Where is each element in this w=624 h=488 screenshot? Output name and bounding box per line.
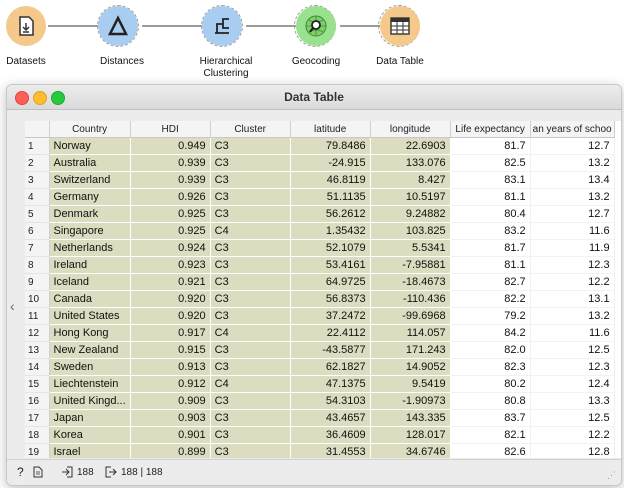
node-label-distances: Distances bbox=[100, 56, 144, 67]
row-number[interactable]: 7 bbox=[25, 240, 49, 257]
latitude-cell[interactable]: 52.1079 bbox=[290, 240, 370, 257]
longitude-cell[interactable]: 8.427 bbox=[370, 172, 450, 189]
input-data-icon bbox=[61, 466, 73, 478]
cluster-cell[interactable]: C3 bbox=[210, 359, 290, 376]
table-row[interactable] bbox=[25, 308, 614, 325]
window-title: Data Table bbox=[284, 90, 344, 104]
mean-years-cell[interactable]: 12.4 bbox=[530, 376, 614, 393]
cluster-cell[interactable]: C3 bbox=[210, 291, 290, 308]
latitude-cell[interactable]: 36.4609 bbox=[290, 427, 370, 444]
latitude-cell[interactable]: 54.3103 bbox=[290, 393, 370, 410]
cluster-cell[interactable]: C3 bbox=[210, 274, 290, 291]
node-label-data-table: Data Table bbox=[376, 56, 424, 67]
latitude-cell[interactable]: 37.2472 bbox=[290, 308, 370, 325]
node-hierarchical-clustering[interactable] bbox=[202, 6, 242, 46]
latitude-cell[interactable]: 64.9725 bbox=[290, 274, 370, 291]
control-area-collapsed bbox=[7, 110, 25, 458]
mean-years-cell[interactable]: 13.1 bbox=[530, 291, 614, 308]
mean-years-cell[interactable]: 12.5 bbox=[530, 342, 614, 359]
row-number[interactable]: 19 bbox=[25, 444, 49, 459]
table-row[interactable] bbox=[25, 240, 614, 257]
table-row[interactable] bbox=[25, 189, 614, 206]
row-number[interactable]: 2 bbox=[25, 155, 49, 172]
latitude-cell[interactable]: 22.4112 bbox=[290, 325, 370, 342]
datasets-icon bbox=[16, 15, 36, 37]
row-number[interactable]: 15 bbox=[25, 376, 49, 393]
mean-years-cell[interactable]: 13.4 bbox=[530, 172, 614, 189]
country-cell[interactable]: Norway bbox=[49, 138, 130, 155]
life-expectancy-cell[interactable]: 81.7 bbox=[450, 138, 530, 155]
life-expectancy-cell[interactable]: 82.7 bbox=[450, 274, 530, 291]
node-label-geocoding: Geocoding bbox=[291, 56, 341, 67]
table-row[interactable] bbox=[25, 342, 614, 359]
life-expectancy-cell[interactable]: 79.2 bbox=[450, 308, 530, 325]
input-count: 188 bbox=[77, 467, 94, 478]
hdi-cell[interactable]: 0.923 bbox=[130, 257, 210, 274]
mean-years-cell[interactable]: 12.7 bbox=[530, 206, 614, 223]
hdi-cell[interactable]: 0.939 bbox=[130, 155, 210, 172]
corner-header[interactable] bbox=[25, 121, 49, 138]
life-expectancy-cell[interactable]: 82.5 bbox=[450, 155, 530, 172]
cluster-cell[interactable]: C3 bbox=[210, 427, 290, 444]
cluster-cell[interactable]: C3 bbox=[210, 155, 290, 172]
cluster-cell[interactable]: C3 bbox=[210, 206, 290, 223]
longitude-cell[interactable]: 5.5341 bbox=[370, 240, 450, 257]
mean-years-cell[interactable]: 12.7 bbox=[530, 138, 614, 155]
node-distances[interactable] bbox=[98, 6, 138, 46]
node-geocoding[interactable] bbox=[296, 6, 336, 46]
mean-years-cell[interactable]: 12.5 bbox=[530, 410, 614, 427]
row-number[interactable]: 5 bbox=[25, 206, 49, 223]
country-cell[interactable]: Iceland bbox=[49, 274, 130, 291]
node-label-hierarchical-clustering-text: Hierarchical Clustering bbox=[199, 56, 253, 79]
table-row[interactable] bbox=[25, 155, 614, 172]
longitude-cell[interactable]: 10.5197 bbox=[370, 189, 450, 206]
expand-controls-icon[interactable]: ‹ bbox=[10, 298, 15, 314]
country-cell[interactable]: Singapore bbox=[49, 223, 130, 240]
life-expectancy-cell[interactable]: 82.0 bbox=[450, 342, 530, 359]
life-expectancy-cell[interactable]: 80.8 bbox=[450, 393, 530, 410]
cluster-cell[interactable]: C3 bbox=[210, 189, 290, 206]
row-number[interactable]: 12 bbox=[25, 325, 49, 342]
latitude-cell[interactable]: -43.5877 bbox=[290, 342, 370, 359]
table-row[interactable] bbox=[25, 393, 614, 410]
cluster-cell[interactable]: C3 bbox=[210, 257, 290, 274]
table-row[interactable] bbox=[25, 172, 614, 189]
column-header-latitude[interactable]: latitude bbox=[290, 121, 370, 138]
life-expectancy-cell[interactable]: 82.2 bbox=[450, 291, 530, 308]
life-expectancy-cell[interactable]: 82.3 bbox=[450, 359, 530, 376]
node-label-datasets: Datasets bbox=[6, 56, 46, 67]
node-label-hierarchical-clustering bbox=[186, 56, 266, 80]
longitude-cell[interactable]: -99.6968 bbox=[370, 308, 450, 325]
cluster-cell[interactable]: C4 bbox=[210, 376, 290, 393]
table-row[interactable] bbox=[25, 138, 614, 155]
latitude-cell[interactable]: 56.8373 bbox=[290, 291, 370, 308]
mean-years-cell[interactable]: 12.3 bbox=[530, 257, 614, 274]
cluster-cell[interactable]: C3 bbox=[210, 172, 290, 189]
hdi-cell[interactable]: 0.901 bbox=[130, 427, 210, 444]
longitude-cell[interactable]: 103.825 bbox=[370, 223, 450, 240]
link-geocoding-datatable bbox=[340, 25, 380, 27]
hdi-cell[interactable]: 0.920 bbox=[130, 291, 210, 308]
hdi-cell[interactable]: 0.917 bbox=[130, 325, 210, 342]
life-expectancy-cell[interactable]: 82.1 bbox=[450, 427, 530, 444]
life-expectancy-cell[interactable]: 81.1 bbox=[450, 189, 530, 206]
longitude-cell[interactable]: -18.4673 bbox=[370, 274, 450, 291]
longitude-cell[interactable]: -1.90973 bbox=[370, 393, 450, 410]
country-cell[interactable]: Denmark bbox=[49, 206, 130, 223]
longitude-cell[interactable]: 128.017 bbox=[370, 427, 450, 444]
longitude-cell[interactable]: -110.436 bbox=[370, 291, 450, 308]
column-header-life-expectancy[interactable]: Life expectancy bbox=[450, 121, 530, 138]
table-header-row bbox=[25, 121, 614, 138]
longitude-cell[interactable]: 133.076 bbox=[370, 155, 450, 172]
table-row[interactable] bbox=[25, 291, 614, 308]
latitude-cell[interactable]: 56.2612 bbox=[290, 206, 370, 223]
latitude-cell[interactable]: 51.1135 bbox=[290, 189, 370, 206]
life-expectancy-cell[interactable]: 83.2 bbox=[450, 223, 530, 240]
table-row[interactable] bbox=[25, 257, 614, 274]
row-number[interactable]: 1 bbox=[25, 138, 49, 155]
latitude-cell[interactable]: 43.4657 bbox=[290, 410, 370, 427]
mean-years-cell[interactable]: 12.3 bbox=[530, 359, 614, 376]
table-row[interactable] bbox=[25, 223, 614, 240]
window-titlebar[interactable] bbox=[7, 85, 621, 110]
hdi-cell[interactable]: 0.925 bbox=[130, 223, 210, 240]
mean-years-cell[interactable]: 13.2 bbox=[530, 308, 614, 325]
life-expectancy-cell[interactable]: 81.7 bbox=[450, 240, 530, 257]
row-number[interactable]: 4 bbox=[25, 189, 49, 206]
longitude-cell[interactable]: 14.9052 bbox=[370, 359, 450, 376]
cluster-cell[interactable]: C3 bbox=[210, 342, 290, 359]
life-expectancy-cell[interactable]: 83.7 bbox=[450, 410, 530, 427]
latitude-cell[interactable]: -24.915 bbox=[290, 155, 370, 172]
longitude-cell[interactable]: 22.6903 bbox=[370, 138, 450, 155]
mean-years-cell[interactable]: 13.2 bbox=[530, 189, 614, 206]
country-cell[interactable]: Ireland bbox=[49, 257, 130, 274]
hdi-cell[interactable]: 0.926 bbox=[130, 189, 210, 206]
row-number[interactable]: 16 bbox=[25, 393, 49, 410]
life-expectancy-cell[interactable]: 80.4 bbox=[450, 206, 530, 223]
mean-years-cell[interactable]: 11.6 bbox=[530, 223, 614, 240]
longitude-cell[interactable]: 114.057 bbox=[370, 325, 450, 342]
longitude-cell[interactable]: 9.5419 bbox=[370, 376, 450, 393]
longitude-cell[interactable]: 34.6746 bbox=[370, 444, 450, 459]
cluster-cell[interactable]: C4 bbox=[210, 325, 290, 342]
hdi-cell[interactable]: 0.939 bbox=[130, 172, 210, 189]
hdi-cell[interactable]: 0.915 bbox=[130, 342, 210, 359]
country-cell[interactable]: Australia bbox=[49, 155, 130, 172]
workflow-canvas bbox=[0, 0, 624, 86]
row-number[interactable]: 17 bbox=[25, 410, 49, 427]
data-table-view[interactable] bbox=[25, 121, 621, 458]
row-number[interactable]: 11 bbox=[25, 308, 49, 325]
mean-years-cell[interactable]: 11.9 bbox=[530, 240, 614, 257]
latitude-cell[interactable]: 46.8119 bbox=[290, 172, 370, 189]
resize-grip-icon[interactable]: ⋰ bbox=[607, 470, 616, 480]
geocoding-icon bbox=[304, 14, 328, 38]
distances-icon bbox=[107, 15, 129, 37]
hdi-cell[interactable]: 0.912 bbox=[130, 376, 210, 393]
hdi-cell[interactable]: 0.949 bbox=[130, 138, 210, 155]
country-cell[interactable]: Sweden bbox=[49, 359, 130, 376]
country-cell[interactable]: Korea bbox=[49, 427, 130, 444]
data-table-window bbox=[6, 84, 622, 486]
row-number[interactable]: 6 bbox=[25, 223, 49, 240]
row-number[interactable]: 18 bbox=[25, 427, 49, 444]
table-row[interactable] bbox=[25, 444, 614, 459]
life-expectancy-cell[interactable]: 83.1 bbox=[450, 172, 530, 189]
row-number[interactable]: 13 bbox=[25, 342, 49, 359]
mean-years-cell[interactable]: 12.2 bbox=[530, 427, 614, 444]
row-number[interactable]: 10 bbox=[25, 291, 49, 308]
output-count: 188 | 188 bbox=[121, 467, 163, 478]
country-cell[interactable]: Germany bbox=[49, 189, 130, 206]
country-cell[interactable]: New Zealand bbox=[49, 342, 130, 359]
cluster-cell[interactable]: C3 bbox=[210, 308, 290, 325]
hdi-cell[interactable]: 0.925 bbox=[130, 206, 210, 223]
hdi-cell[interactable]: 0.903 bbox=[130, 410, 210, 427]
longitude-cell[interactable]: 143.335 bbox=[370, 410, 450, 427]
table-row[interactable] bbox=[25, 359, 614, 376]
node-data-table[interactable] bbox=[380, 6, 420, 46]
column-header-cluster[interactable]: Cluster bbox=[210, 121, 290, 138]
hdi-cell[interactable]: 0.920 bbox=[130, 308, 210, 325]
table-row[interactable] bbox=[25, 274, 614, 291]
cluster-cell[interactable]: C3 bbox=[210, 393, 290, 410]
life-expectancy-cell[interactable]: 81.1 bbox=[450, 257, 530, 274]
link-distances-clustering bbox=[142, 25, 202, 27]
hdi-cell[interactable]: 0.924 bbox=[130, 240, 210, 257]
column-header-country[interactable]: Country bbox=[49, 121, 130, 138]
table-row[interactable] bbox=[25, 376, 614, 393]
hierarchical-clustering-icon bbox=[211, 15, 233, 37]
cluster-cell[interactable]: C3 bbox=[210, 240, 290, 257]
country-cell[interactable]: Canada bbox=[49, 291, 130, 308]
longitude-cell[interactable]: 9.24882 bbox=[370, 206, 450, 223]
table-row[interactable] bbox=[25, 410, 614, 427]
hdi-cell[interactable]: 0.921 bbox=[130, 274, 210, 291]
latitude-cell[interactable]: 1.35432 bbox=[290, 223, 370, 240]
latitude-cell[interactable]: 53.4161 bbox=[290, 257, 370, 274]
mean-years-cell[interactable]: 13.2 bbox=[530, 155, 614, 172]
mean-years-cell[interactable]: 13.3 bbox=[530, 393, 614, 410]
country-cell[interactable]: United States bbox=[49, 308, 130, 325]
latitude-cell[interactable]: 47.1375 bbox=[290, 376, 370, 393]
column-header-longitude[interactable]: longitude bbox=[370, 121, 450, 138]
country-cell[interactable]: Liechtenstein bbox=[49, 376, 130, 393]
table-row[interactable] bbox=[25, 206, 614, 223]
country-cell[interactable]: Hong Kong bbox=[49, 325, 130, 342]
country-cell[interactable]: Switzerland bbox=[49, 172, 130, 189]
cluster-cell[interactable]: C3 bbox=[210, 138, 290, 155]
country-cell[interactable]: Israel bbox=[49, 444, 130, 459]
mean-years-cell[interactable]: 12.2 bbox=[530, 274, 614, 291]
life-expectancy-cell[interactable]: 84.2 bbox=[450, 325, 530, 342]
cluster-cell[interactable]: C3 bbox=[210, 410, 290, 427]
hdi-cell[interactable]: 0.913 bbox=[130, 359, 210, 376]
output-data-icon bbox=[105, 466, 117, 478]
cluster-cell[interactable]: C4 bbox=[210, 223, 290, 240]
column-header-hdi[interactable]: HDI bbox=[130, 121, 210, 138]
latitude-cell[interactable]: 62.1827 bbox=[290, 359, 370, 376]
hdi-cell[interactable]: 0.899 bbox=[130, 444, 210, 459]
row-number[interactable]: 8 bbox=[25, 257, 49, 274]
table-row[interactable] bbox=[25, 427, 614, 444]
mean-years-cell[interactable]: 12.8 bbox=[530, 444, 614, 459]
table-row[interactable] bbox=[25, 325, 614, 342]
row-number[interactable]: 14 bbox=[25, 359, 49, 376]
row-number[interactable]: 9 bbox=[25, 274, 49, 291]
data-table-icon bbox=[389, 16, 411, 36]
row-number[interactable]: 3 bbox=[25, 172, 49, 189]
country-cell[interactable]: Japan bbox=[49, 410, 130, 427]
longitude-cell[interactable]: -7.95881 bbox=[370, 257, 450, 274]
country-cell[interactable]: Netherlands bbox=[49, 240, 130, 257]
hdi-cell[interactable]: 0.909 bbox=[130, 393, 210, 410]
report-icon[interactable] bbox=[33, 466, 43, 478]
help-icon[interactable]: ? bbox=[17, 465, 24, 479]
link-clustering-geocoding bbox=[246, 25, 296, 27]
latitude-cell[interactable]: 31.4553 bbox=[290, 444, 370, 459]
longitude-cell[interactable]: 171.243 bbox=[370, 342, 450, 359]
mean-years-cell[interactable]: 11.6 bbox=[530, 325, 614, 342]
life-expectancy-cell[interactable]: 82.6 bbox=[450, 444, 530, 459]
life-expectancy-cell[interactable]: 80.2 bbox=[450, 376, 530, 393]
column-header-mean-years-of-school[interactable]: an years of schoo bbox=[530, 121, 614, 138]
country-cell[interactable]: United Kingd... bbox=[49, 393, 130, 410]
status-bar bbox=[7, 459, 621, 486]
cluster-cell[interactable]: C3 bbox=[210, 444, 290, 459]
link-datasets-distances bbox=[48, 25, 98, 27]
latitude-cell[interactable]: 79.8486 bbox=[290, 138, 370, 155]
data-table bbox=[25, 121, 615, 458]
node-datasets[interactable] bbox=[6, 6, 46, 46]
